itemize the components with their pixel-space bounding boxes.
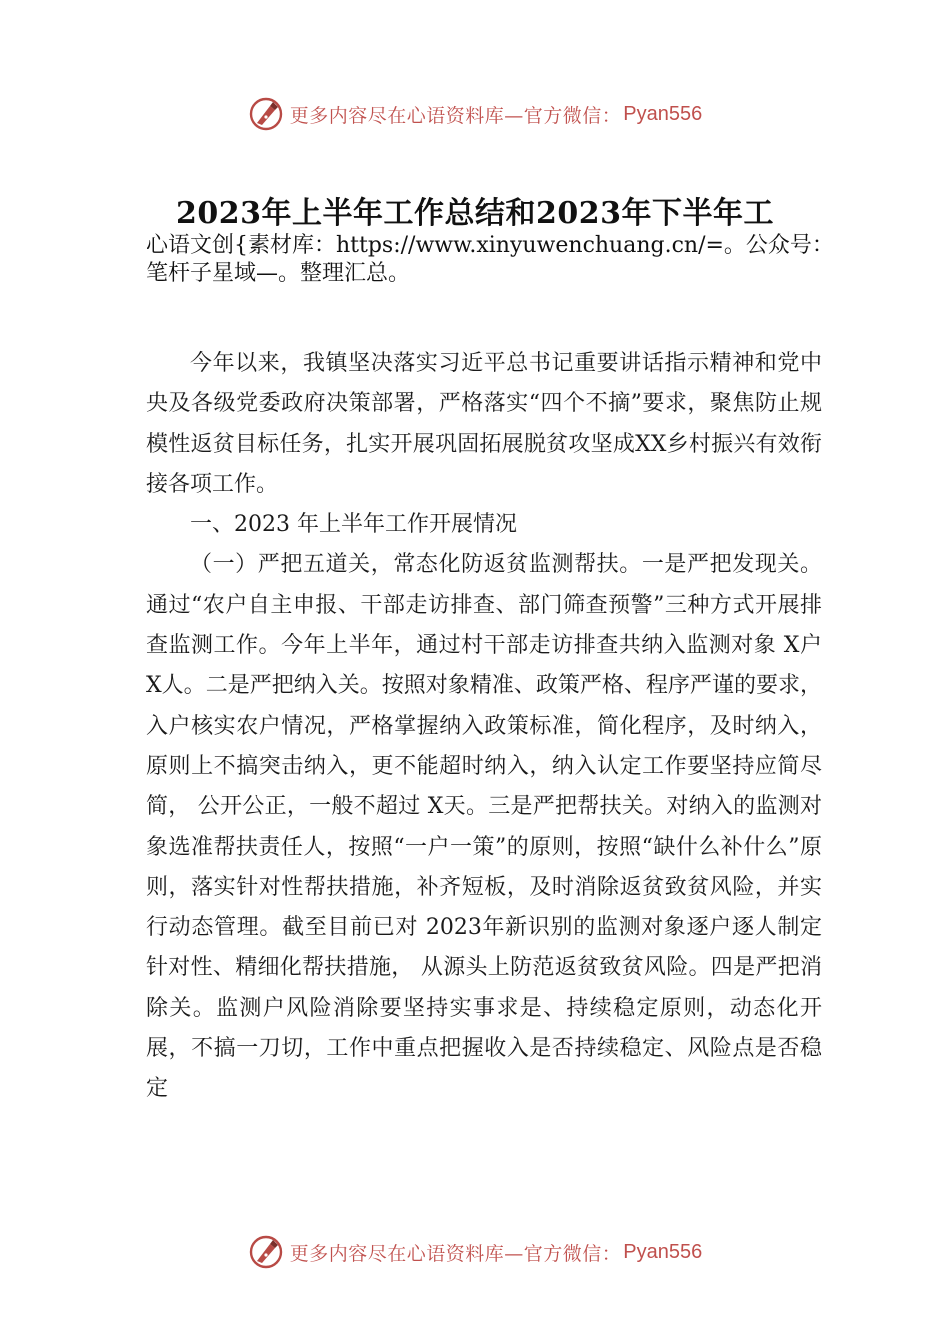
footer-banner-text: 更多内容尽在心语资料库—官方微信： xyxy=(289,1242,622,1265)
footer-banner-wechat-id: Pyan556 xyxy=(623,1240,703,1263)
pen-nib-logo-icon xyxy=(248,96,284,132)
document-body xyxy=(146,344,822,1110)
header-banner xyxy=(0,92,950,136)
banner-wechat-id: Pyan556 xyxy=(623,102,703,125)
paragraph-intro: 今年以来，我镇坚决落实习近平总书记重要讲话指示精神和党中央及各级党委政府决策部署，严格落实“四个不摘”要求，聚焦防止规模性返贫目标任务，扎实开展巩固拓展脱贫攻坚成XX乡村振兴有效衔接各项工作。 xyxy=(146,351,822,497)
footer-banner xyxy=(0,1230,950,1274)
document-title: 2023年上半年工作总结和2023年下半年工 xyxy=(176,196,774,231)
source-line: 心语文创{素材库：https://www.xinyuwenchuang.cn/=。公众号：笔杆子星域—。整理汇总。 xyxy=(146,233,834,286)
banner-text: 更多内容尽在心语资料库—官方微信： xyxy=(289,104,622,127)
paragraph-section-one: （一）严把五道关，常态化防返贫监测帮扶。一是严把发现关。通过“农户自主申报、干部走访排查、部门筛查预警”三种方式开展排查监测工作。今年上半年，通过村干部走访排查共纳入监测对象 X户 X人。二是严把纳入关。按照对象精准、政策严格、程序严谨的要求，入户核实农户情况，严格掌握纳入政策标准，简化程序，及时纳入，原则上不搞突击纳入，更不能超时纳入，纳入认定工作要坚持应简尽简， 公开公正，一般不超过 X天。三是严把帮扶关。对纳入的监测对象选准帮扶责任人，按照“一户一策”的原则，按照“缺什么补什么”原则，落实针对性帮扶措施，补齐短板，及时消除返贫致贫风险，并实行动态管理。截至目前已对 2023年新识别的监测对象逐户逐人制定针对性、精细化帮扶措施， 从源头上防范返贫致贫风险。四是严把消除关。监测户风险消除要坚持实事求是、持续稳定原则，动态化开展，不搞一刀切，工作中重点把握收入是否持续稳定、风险点是否稳定 xyxy=(146,552,822,1102)
pen-nib-logo-icon xyxy=(248,1234,284,1270)
section-heading: 一、2023 年上半年工作开展情况 xyxy=(190,512,517,538)
